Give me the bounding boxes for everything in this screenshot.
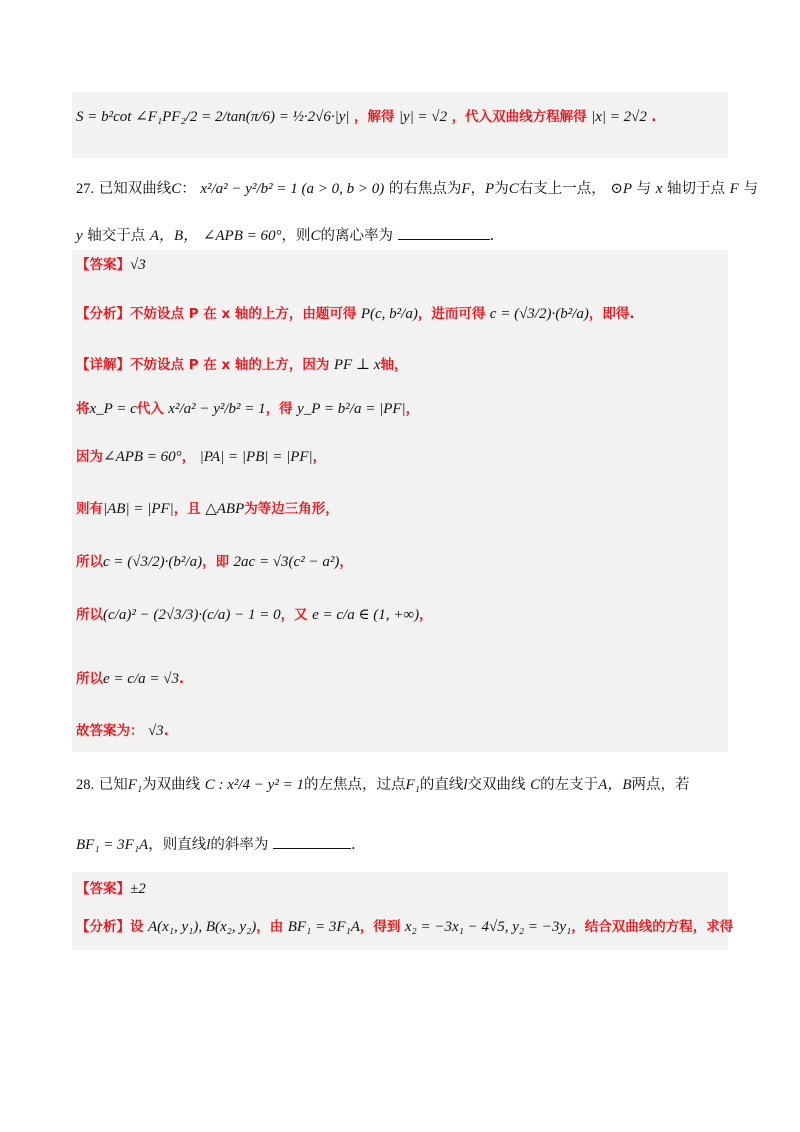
q27-step-1 — [76, 400, 419, 418]
q27-text: ，则 — [281, 228, 311, 244]
q28-points-AB: A，B — [598, 777, 632, 793]
q28-hyperbola-equation: C : x²/4 − y² = 1 — [204, 777, 304, 793]
step-text: ， — [339, 554, 353, 570]
q28-text: 交双曲线 — [467, 777, 526, 793]
q27-step-3 — [76, 500, 339, 518]
eccentricity-result: e = c/a = √3 — [103, 671, 179, 687]
period: . — [651, 109, 657, 125]
q27-step-4 — [76, 553, 353, 571]
y-abs-value: |y| = √2 — [398, 109, 448, 125]
q28-text: 为双曲线 — [142, 777, 201, 793]
analysis-label: 【分析】 — [76, 919, 130, 935]
q27-text: 与 — [743, 181, 758, 197]
q27-line-1 — [76, 180, 758, 198]
q28-line-2 — [76, 834, 356, 854]
q28-focus-F1: F₁ — [127, 777, 143, 793]
detail-text: 不妨设点 P 在 x 轴的上方，因为 — [130, 357, 330, 373]
analysis-text: ，结合双曲线的方程，求得 — [571, 919, 734, 935]
solve-text: ，解得 — [353, 109, 395, 125]
q27-step-2 — [76, 448, 326, 466]
ac-equation: 2ac = √3(c² − a²) — [233, 554, 340, 570]
q27-point-P: P — [485, 181, 495, 197]
q27-text: 轴交于点 — [87, 228, 146, 244]
yp-value: y_P = b²/a = |PF| — [297, 401, 406, 417]
q28-line-l: l — [463, 777, 468, 793]
angle-APB: ∠APB = 60° — [103, 449, 182, 465]
q27-line-2 — [76, 225, 494, 245]
perpendicular-statement: PF ⊥ x — [333, 357, 381, 373]
q28-line-l: l — [206, 837, 211, 853]
analysis-text: ，进而可得 — [417, 306, 486, 322]
q27-y-axis: y — [76, 228, 83, 244]
hyperbola-equation: x²/a² − y²/b² = 1 — [168, 401, 266, 417]
final-answer-value: √3 — [147, 723, 164, 739]
q28-vector-equation: BF₁ = 3F₁A — [76, 837, 149, 853]
equal-lengths: |PA| = |PB| = |PF| — [199, 449, 313, 465]
q27-analysis — [76, 305, 635, 323]
q27-text: 轴切于点 — [667, 181, 726, 197]
q28-text: 的左支于 — [540, 777, 599, 793]
solution-block-q28 — [72, 872, 728, 950]
step-text: 为等边三角形， — [244, 501, 339, 517]
q27-focus-F: F — [729, 181, 739, 197]
points-AB-coordinates: A(x₁, y₁), B(x₂, y₂) — [147, 919, 257, 935]
coordinate-relations: x₂ = −3x₁ − 4√5, y₂ = −3y₁ — [404, 919, 572, 935]
step-text: ，即 — [202, 554, 230, 570]
q28-text: 的左焦点，过点 — [303, 777, 406, 793]
q27-number: 27. — [76, 181, 95, 197]
c-relation: c = (√3/2)·(b²/a) — [103, 554, 203, 570]
answer-label: 【答案】 — [76, 881, 130, 897]
q27-points-AB: A，B， — [149, 228, 199, 244]
q28-curve-C: C — [530, 777, 541, 793]
q27-circle-P: ⊙P — [610, 181, 633, 197]
step-text: ，又 — [280, 607, 308, 623]
step-text: . — [178, 671, 185, 687]
step-text: 将 — [76, 401, 90, 417]
step-text: ， — [405, 401, 420, 417]
triangle-ABP: △ABP — [205, 501, 245, 517]
q27-x-axis: x — [655, 181, 663, 197]
q28-text: . — [350, 837, 356, 853]
step-text: 则有 — [76, 501, 103, 517]
step-text: . — [163, 723, 169, 739]
q27-focus-F: F — [461, 181, 471, 197]
analysis-text: ，得到 — [359, 919, 401, 935]
x-abs-value: |x| = 2√2 — [591, 109, 647, 125]
q27-text: . — [489, 228, 495, 244]
q27-text: 为 — [494, 181, 509, 197]
q28-answer — [76, 880, 146, 898]
q27-text: 的离心率为 — [320, 228, 394, 244]
substitute-text: ，代入双曲线方程解得 — [451, 109, 587, 125]
q27-answer — [76, 256, 146, 274]
step-text: 所以 — [76, 671, 103, 687]
q28-text: 的斜率为 — [210, 837, 269, 853]
q28-text: ，则直线 — [148, 837, 207, 853]
q27-final — [76, 722, 169, 740]
answer-value: √3 — [130, 257, 146, 273]
q28-text: 已知 — [98, 777, 128, 793]
q28-text: 的直线 — [419, 777, 464, 793]
q28-focus-F1: F₁ — [405, 777, 420, 793]
q27-text: 已知双曲线 — [98, 181, 172, 197]
step-text: 所以 — [76, 554, 103, 570]
detail-text: 轴， — [380, 357, 408, 373]
step-text: ， — [419, 607, 433, 623]
q27-colon: ： — [181, 181, 196, 197]
q28-number: 28. — [76, 777, 95, 793]
step-text: 代入 — [136, 401, 164, 417]
analysis-text: ，即得. — [588, 306, 635, 322]
answer-blank — [273, 834, 351, 849]
q28-line-1 — [76, 776, 689, 794]
detail-label: 【详解】 — [76, 357, 130, 373]
q27-curve-C: C — [171, 181, 182, 197]
answer-value: ±2 — [130, 881, 146, 897]
area-formula: S = b²cot ∠F₁PF₂/2 = 2/tan(π/6) = ½·2√6·|y| — [76, 109, 350, 125]
q28-text: 两点，若 — [631, 777, 690, 793]
step-text: ， — [312, 449, 327, 465]
step-text: ，得 — [265, 401, 293, 417]
vector-relation: BF₁ = 3F₁A — [287, 919, 360, 935]
step-text: ，且 — [173, 501, 201, 517]
q27-text: 与 — [636, 181, 652, 197]
analysis-text: 设 — [130, 919, 144, 935]
answer-blank — [398, 225, 490, 240]
q27-text: ， — [470, 181, 486, 197]
q27-text: 的右焦点为 — [388, 181, 462, 197]
q27-hyperbola-equation: x²/a² − y²/b² = 1 (a > 0, b > 0) — [200, 181, 385, 197]
step-text: 所以 — [76, 607, 103, 623]
step-text: 因为 — [76, 449, 103, 465]
final-answer-label: 故答案为： — [76, 723, 144, 739]
ab-equals-pf: |AB| = |PF| — [103, 501, 174, 517]
q27-step-5 — [76, 606, 433, 624]
step-text: ， — [181, 449, 196, 465]
q27-curve-C: C — [508, 181, 519, 197]
q27-angle: ∠APB = 60° — [202, 228, 282, 244]
q28-analysis — [76, 918, 733, 936]
point-P-coordinates: P(c, b²/a) — [360, 306, 418, 322]
quadratic-in-e: (c/a)² − (2√3/3)·(c/a) − 1 = 0 — [103, 607, 281, 623]
xp-value: x_P = c — [89, 401, 137, 417]
q27-text: 右支上一点， — [518, 181, 606, 197]
analysis-label: 【分析】 — [76, 306, 130, 322]
analysis-text: 不妨设点 P 在 x 轴的上方，由题可得 — [130, 306, 357, 322]
q27-step-6 — [76, 670, 184, 688]
q27-curve-C: C — [310, 228, 321, 244]
top-formula-line — [76, 108, 656, 126]
answer-label: 【答案】 — [76, 257, 130, 273]
c-relation: c = (√3/2)·(b²/a) — [489, 306, 589, 322]
q27-detail-intro — [76, 356, 407, 374]
eccentricity-range: e = c/a ∈ (1, +∞) — [312, 607, 420, 623]
analysis-text: ，由 — [256, 919, 284, 935]
